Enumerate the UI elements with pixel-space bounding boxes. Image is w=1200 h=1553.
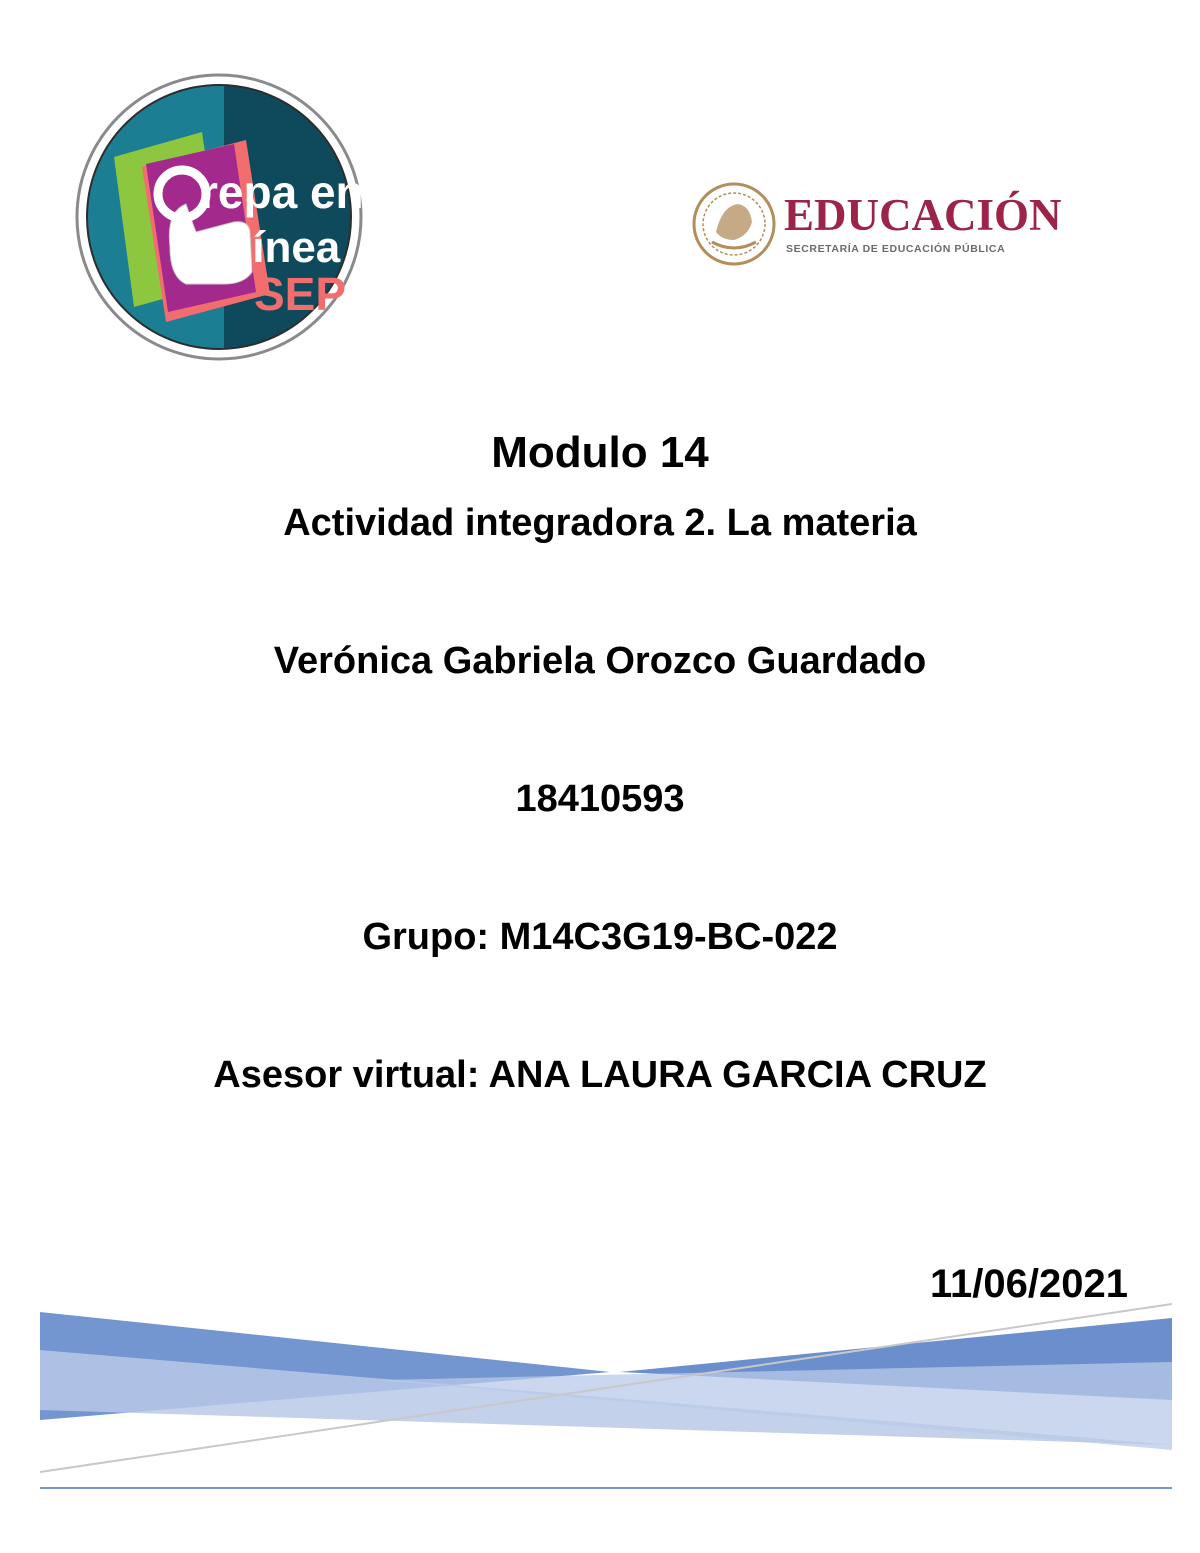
advisor-label: Asesor virtual: ANA LAURA GARCIA CRUZ bbox=[213, 1054, 987, 1096]
prepa-logo-line1: repa en bbox=[200, 166, 364, 218]
sep-logo-subtitle: SECRETARÍA DE EDUCACIÓN PÚBLICA bbox=[786, 243, 1006, 255]
footer-decorative-banner bbox=[0, 1290, 1200, 1510]
sep-logo-name: EDUCACIÓN bbox=[784, 190, 1062, 240]
cover-date: 11/06/2021 bbox=[930, 1262, 1128, 1306]
group-label: Grupo: M14C3G19-BC-022 bbox=[362, 916, 838, 958]
prepa-logo-line2: línea bbox=[240, 223, 341, 272]
student-name: Verónica Gabriela Orozco Guardado bbox=[273, 640, 927, 682]
prepa-logo-line3: SEP bbox=[254, 268, 347, 320]
sep-educacion-logo bbox=[690, 180, 1080, 270]
student-id: 18410593 bbox=[515, 778, 685, 820]
cover-title: Modulo 14 bbox=[491, 428, 709, 477]
mexican-seal-icon bbox=[694, 184, 774, 264]
prepa-en-linea-sep-logo bbox=[74, 72, 364, 362]
cover-subtitle: Actividad integradora 2. La materia bbox=[283, 502, 917, 544]
